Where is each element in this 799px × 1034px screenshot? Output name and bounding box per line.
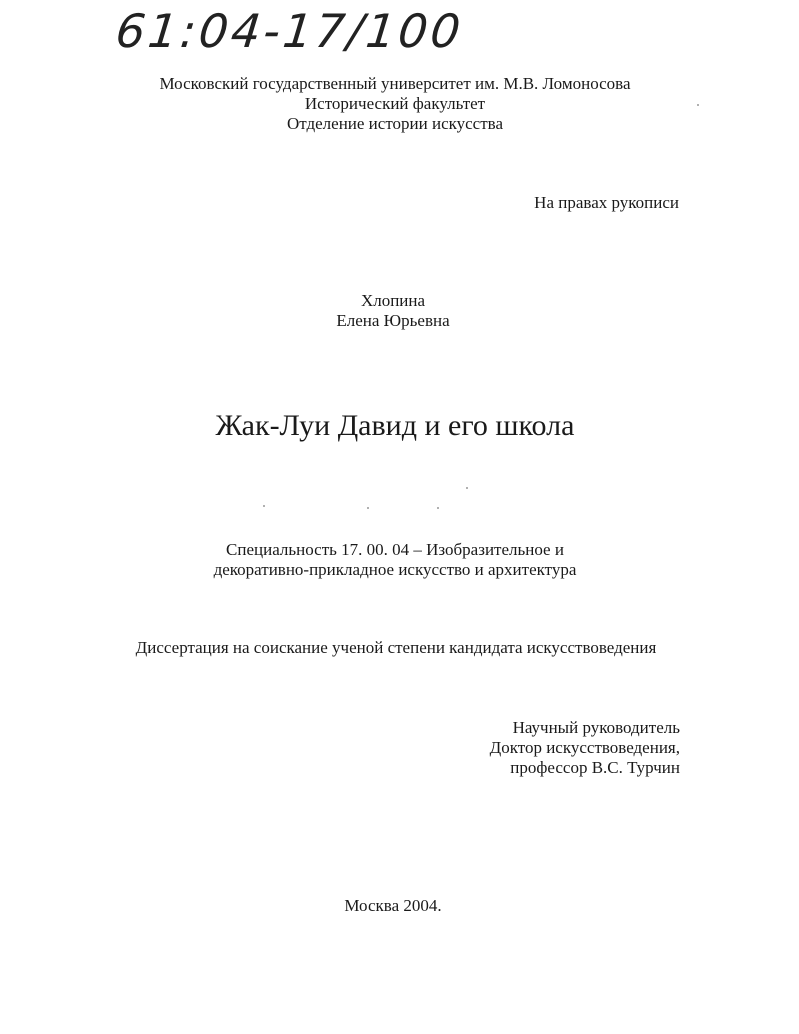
scan-speck — [263, 505, 265, 507]
department-name: Отделение истории искусства — [286, 114, 504, 133]
author-given-names: Елена Юрьевна — [336, 311, 450, 330]
specialty-line-2: декоративно-прикладное искусство и архитектура — [213, 560, 577, 579]
institution-block — [100, 74, 690, 134]
scan-speck — [437, 507, 439, 509]
scan-speck — [697, 104, 699, 106]
supervisor-credentials: Доктор искусствоведения, — [489, 738, 680, 757]
specialty-line-1: Специальность 17. 00. 04 – Изобразительное и — [226, 540, 564, 559]
supervisor-name: профессор В.С. Турчин — [510, 758, 680, 777]
manuscript-note: На правах рукописи — [534, 193, 679, 212]
supervisor-block — [400, 718, 680, 778]
supervisor-role: Научный руководитель — [512, 718, 680, 737]
scan-speck — [466, 487, 468, 489]
faculty-name: Исторический факультет — [304, 94, 486, 113]
dissertation-title: Жак-Луи Давид и его школа — [215, 409, 575, 442]
specialty-block — [150, 540, 640, 580]
handwritten-shelfmark: 61:04-17/100 — [113, 4, 466, 58]
scan-speck — [367, 507, 369, 509]
author-block — [248, 291, 538, 331]
author-surname: Хлопина — [360, 291, 426, 310]
city-year: Москва 2004. — [344, 896, 442, 915]
university-name: Московский государственный университет им. М.В. Ломоносова — [159, 74, 631, 93]
degree-statement: Диссертация на соискание ученой степени кандидата искусствоведения — [135, 638, 657, 657]
